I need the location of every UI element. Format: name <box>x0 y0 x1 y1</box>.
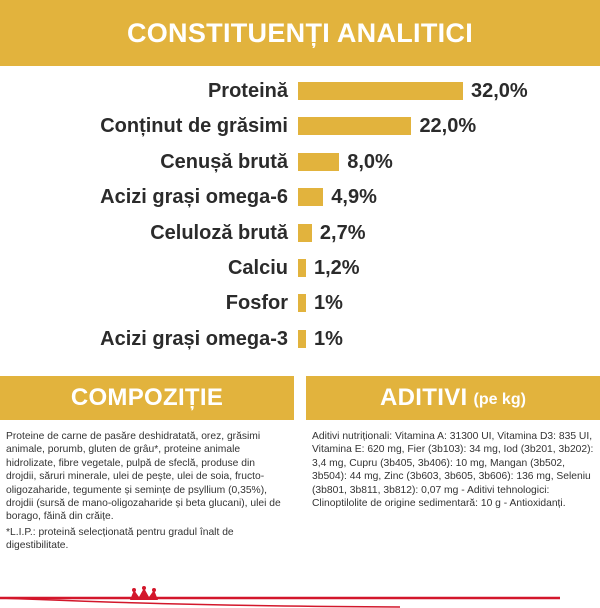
analytics-label: Conținut de grăsimi <box>100 115 288 138</box>
analytics-label: Proteină <box>207 80 288 102</box>
analytics-row <box>0 180 600 214</box>
header-band <box>0 0 600 66</box>
additives-title: ADITIVI <box>380 384 468 411</box>
analytics-chart <box>0 74 600 364</box>
analytics-label: Cenușă brută <box>160 150 288 173</box>
analytics-row <box>0 74 600 108</box>
analytics-label: Celuloză brută <box>150 221 288 244</box>
analytics-label: Acizi grași omega-3 <box>100 327 288 350</box>
analytics-bar <box>298 330 306 348</box>
analytics-bar <box>298 153 339 171</box>
additives-band <box>306 376 600 420</box>
composition-text: Proteine de carne de pasăre deshidratată, orez, grăsimi animale, porumb, gluten de grâu*, proteine animale hidrolizate, fibre vegetale, pulpă de sfeclă, produse din drojdii, săruri minerale, ulei de pește, ulei de soia, fructo-oligozaharide, tegumente și semințe de psyllium (0,35%), drojdii (sursă de mano-oligozaharide și beta glucani), ulei de borago, făină din crăițe. <box>6 431 281 523</box>
analytics-bar <box>298 117 411 135</box>
analytics-row <box>0 216 600 250</box>
composition-band <box>0 376 294 420</box>
analytics-row <box>0 251 600 285</box>
analytics-label: Calciu <box>227 257 288 279</box>
analytics-value: 4,9% <box>331 186 377 209</box>
analytics-bar <box>298 224 312 242</box>
analytics-value: 8,0% <box>347 150 393 173</box>
additives-text: Aditivi nutriționali: Vitamina A: 31300 UI, Vitamina D3: 835 UI, Vitamina E: 620 mg, Fier (3b103): 34 mg, Iod (3b201, 3b202): 3,4 mg, Cupru (3b405, 3b406): 10 mg, Mangan (3b502, 3b504): 44 mg, Zinc (3b603, 3b605, 3b606): 136 mg, Seleniu (3b801, 3b811, 3b812): 0,07 mg - Aditivi tehnologici: Clinoptilolite de origine sedimentară: 10 g - Antioxidanți. <box>312 431 594 510</box>
analytics-value: 32,0% <box>471 80 528 102</box>
composition-title: COMPOZIȚIE <box>70 384 224 411</box>
analytics-row <box>0 322 600 356</box>
additives-subtitle: (pe kg) <box>473 391 526 408</box>
analytics-row <box>0 145 600 179</box>
analytics-row <box>0 109 600 143</box>
analytics-value: 1% <box>314 292 343 315</box>
composition-note: *L.I.P.: proteină selecționată pentru gradul înalt de digestibilitate. <box>6 527 234 552</box>
analytics-bar <box>298 82 463 100</box>
analytics-value: 22,0% <box>419 115 477 138</box>
analytics-row <box>0 286 600 320</box>
footer-red-curve <box>0 598 400 607</box>
analytics-bar <box>298 259 306 277</box>
analytics-label: Acizi grași omega-6 <box>100 186 288 209</box>
analytics-bar <box>298 188 323 206</box>
royal-canin-crown-icon <box>130 586 158 600</box>
footer-decoration <box>0 584 600 608</box>
analytics-value: 1% <box>314 327 343 350</box>
analytics-bar <box>298 294 306 312</box>
analytics-label: Fosfor <box>225 292 288 315</box>
analytics-value: 1,2% <box>314 257 360 279</box>
page-title: CONSTITUENȚI ANALITICI <box>126 17 474 48</box>
analytics-value: 2,7% <box>319 221 366 244</box>
